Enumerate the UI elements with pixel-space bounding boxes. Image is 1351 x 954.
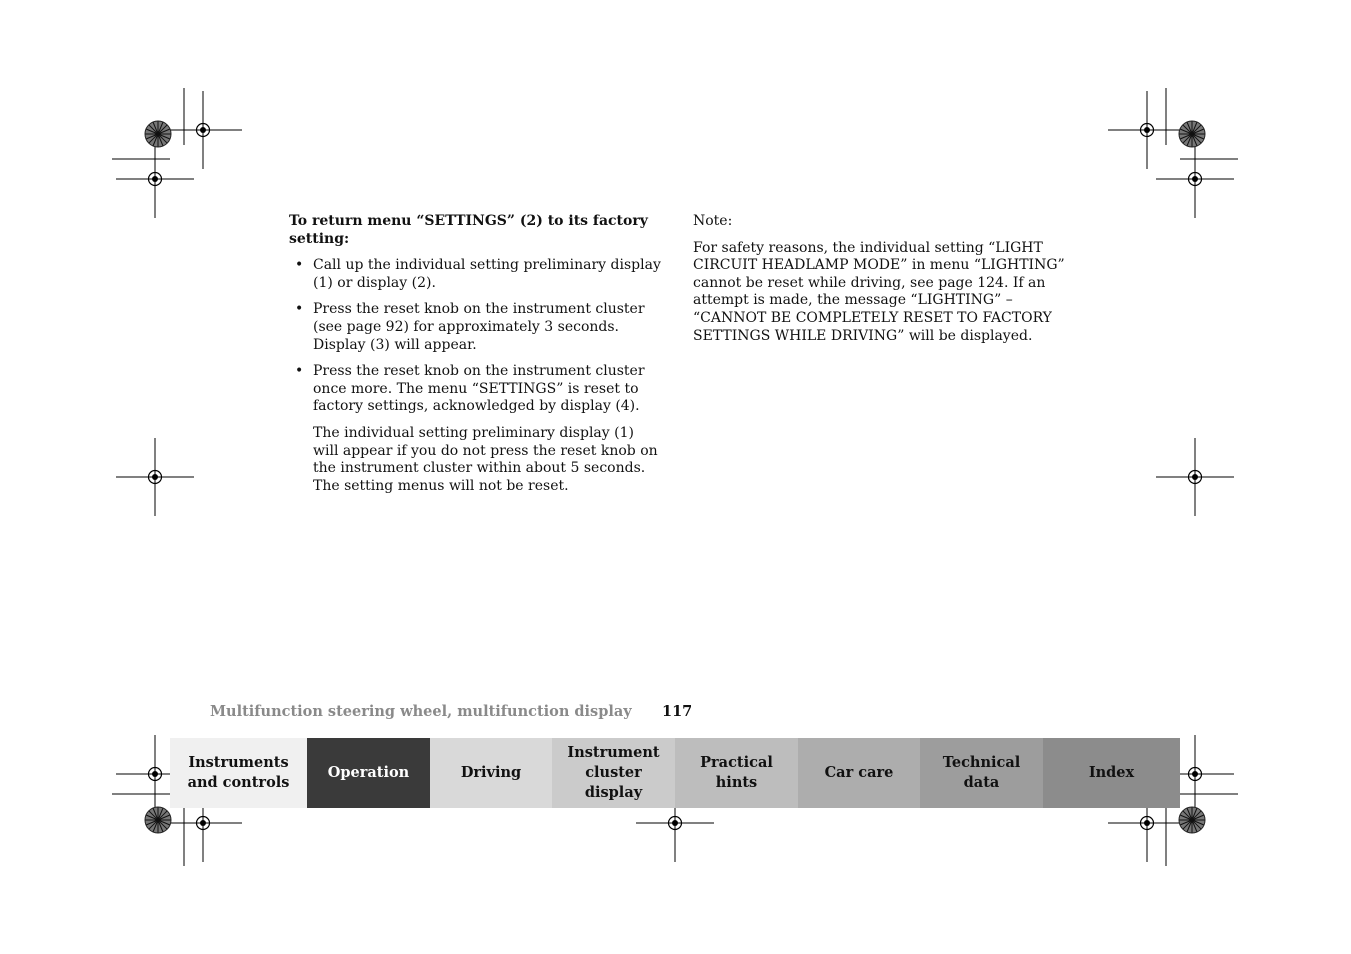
tab-label: Car care xyxy=(824,764,894,781)
tab-practical-hints[interactable] xyxy=(675,738,798,808)
list-item-text: Call up the individual setting preliminary display (1) or display (2). xyxy=(313,257,661,291)
bullet-icon: • xyxy=(295,301,304,318)
tab-index[interactable] xyxy=(1043,738,1180,808)
tab-label: Driving xyxy=(460,764,522,781)
tab-driving[interactable] xyxy=(430,738,552,808)
tab-technical-data[interactable] xyxy=(920,738,1043,808)
tab-instrument-cluster-display[interactable] xyxy=(552,738,675,808)
note-label: Note: xyxy=(693,213,733,229)
list-item xyxy=(289,301,661,354)
tab-instruments-and-controls[interactable] xyxy=(170,738,307,808)
left-column xyxy=(289,213,661,495)
bullet-icon: • xyxy=(295,363,304,380)
list-item-text: Press the reset knob on the instrument cluster (see page 92) for approximately 3 seconds. Display (3) will appear. xyxy=(313,301,645,353)
tab-label: Practical hints xyxy=(700,754,773,791)
section-heading: To return menu “SETTINGS” (2) to its factory setting: xyxy=(289,213,648,247)
list-item xyxy=(289,363,661,416)
section-title: Multifunction steering wheel, multifunction display xyxy=(210,703,632,720)
follow-up-paragraph: The individual setting preliminary display (1) will appear if you do not press the reset knob on the instrument cluster within about 5 seconds. The setting menus will not be reset. xyxy=(313,424,658,494)
tab-label: Operation xyxy=(327,764,410,781)
note-text: For safety reasons, the individual setting “LIGHT CIRCUIT HEADLAMP MODE” in menu “LIGHTING” cannot be reset while driving, see page 124. If an attempt is made, the message “LIGHTING” – “CANNOT BE COMPLETELY RESET TO FACTORY SETTINGS WHILE DRIVING” will be displayed. xyxy=(693,239,1065,344)
list-item-text: Press the reset knob on the instrument cluster once more. The menu “SETTINGS” is reset to factory settings, acknowledged by display (4). xyxy=(313,363,645,415)
instruction-list xyxy=(289,257,661,416)
list-item xyxy=(289,257,661,292)
page-number: 117 xyxy=(662,703,693,720)
tab-label: Technical data xyxy=(942,754,1021,791)
tab-label: Instrument cluster display xyxy=(567,744,660,801)
tab-operation[interactable] xyxy=(307,738,430,808)
right-column xyxy=(693,213,1065,354)
tab-label: Index xyxy=(1088,764,1135,781)
chapter-tabs xyxy=(170,738,1180,808)
tab-label: Instruments and controls xyxy=(187,754,290,791)
tab-car-care[interactable] xyxy=(798,738,920,808)
bullet-icon: • xyxy=(295,257,304,274)
